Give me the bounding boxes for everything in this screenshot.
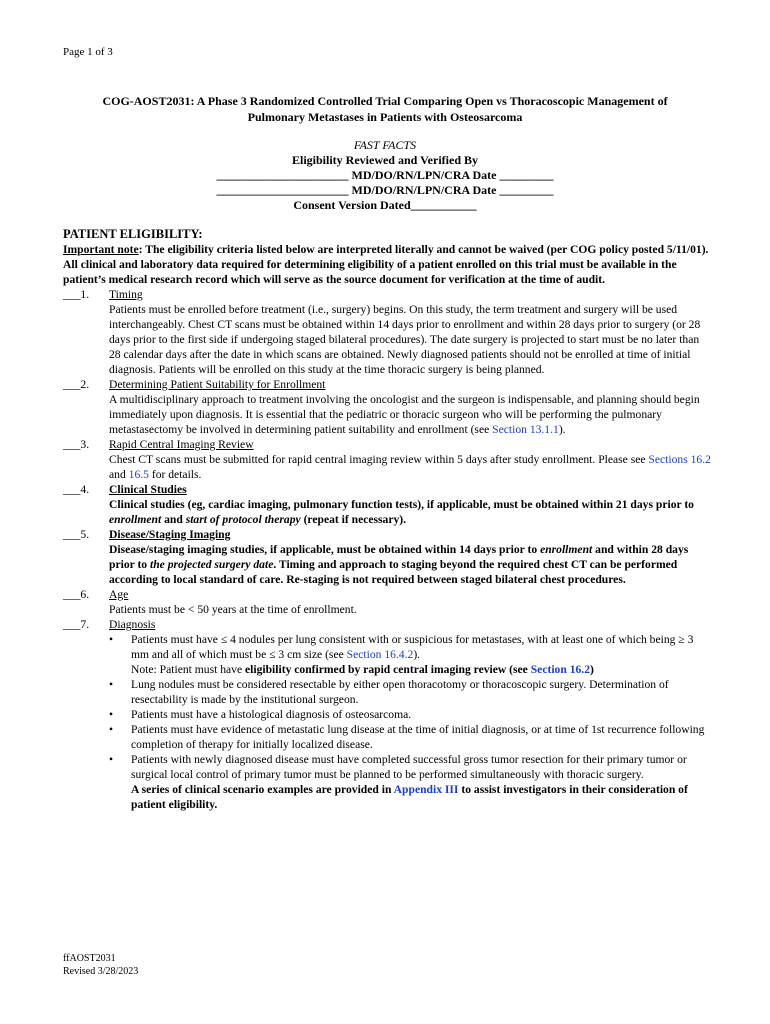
- criterion-text-part: for details.: [148, 468, 202, 481]
- important-note-label: Important note: [63, 243, 139, 256]
- section-link[interactable]: Section 16.4.2: [346, 648, 414, 661]
- fast-facts-heading: FAST FACTS: [353, 138, 417, 152]
- bullet-icon: •: [109, 708, 114, 721]
- section-link[interactable]: 16.5: [128, 468, 149, 481]
- criterion-checkbox-4[interactable]: ___4.: [63, 483, 90, 496]
- title-line-1: COG-AOST2031: A Phase 3 Randomized Controlled Trial Comparing Open vs Thoracoscopic Management of: [102, 94, 668, 108]
- criterion-text: [109, 497, 711, 527]
- criterion-text-part: and: [109, 468, 129, 481]
- criterion-title: Clinical Studies: [109, 483, 187, 496]
- section-link[interactable]: Section 13.1.1: [492, 423, 559, 436]
- criterion-text: [109, 452, 711, 482]
- criterion-text-part: (repeat if necessary).: [300, 513, 407, 526]
- list-item: [109, 722, 711, 752]
- patient-eligibility-heading: PATIENT ELIGIBILITY:: [63, 227, 203, 241]
- important-note: [63, 242, 711, 287]
- criterion-2: [63, 377, 711, 437]
- criterion-title: Timing: [109, 288, 143, 301]
- section-link[interactable]: Section 16.2: [530, 663, 590, 676]
- list-item-text: Patients must have evidence of metastatic lung disease at the time of initial diagnosis, or at time of 1st recurrence following completion of therapy for initially localized disease.: [131, 723, 705, 751]
- eligibility-reviewed: Eligibility Reviewed and Verified By: [291, 153, 478, 167]
- criterion-checkbox-1[interactable]: ___1.: [63, 288, 90, 301]
- criterion-6: [63, 587, 711, 617]
- section-link[interactable]: Sections 16.2: [648, 453, 711, 466]
- bullet-icon: •: [109, 633, 114, 646]
- appendix-note-text: A series of clinical scenario examples are provided in: [131, 783, 394, 796]
- criterion-checkbox-6[interactable]: ___6.: [63, 588, 90, 601]
- criterion-title: Determining Patient Suitability for Enrollment: [109, 378, 326, 391]
- criterion-title: Rapid Central Imaging Review: [109, 438, 254, 451]
- footer: [63, 952, 138, 978]
- note-bold-text: eligibility confirmed by rapid central imaging review (see: [245, 663, 531, 676]
- criterion-text-part: A multidisciplinary approach to treatment involving the oncologist and the surgeon is indispensable, and planning should begin immediately upon diagnosis. It is essential that the pediatric or thoracic surgeon who will be performing the pulmonary metastasectomy be involved in determining patient suitability and enrollment (see: [109, 393, 700, 436]
- list-item-text: Patients with newly diagnosed disease must have completed successful gross tumor resection for their primary tumor or surgical local control of primary tumor must be planned to be performed simultaneously with thoracic surgery.: [131, 753, 687, 781]
- consent-version: Consent Version Dated___________: [293, 198, 477, 212]
- diagnosis-list: [109, 632, 711, 662]
- appendix-note: [109, 782, 711, 812]
- important-note-text: : The eligibility criteria listed below are interpreted literally and cannot be waived (per COG policy posted 5/11/01). All clinical and laboratory data required for determining eligibility of a patient enrolled on this trial must be available in the patient’s medical research record which will serve as the source document for verification at the time of audit.: [63, 243, 709, 286]
- list-item: [109, 707, 711, 722]
- criterion-text: Patients must be enrolled before treatment (i.e., surgery) begins. On this study, the term treatment and surgery will be used interchangeably. Chest CT scans must be obtained within 14 days prior to enrollment and within 28 days prior to surgery (or 28 days prior to the first side if undergoing staged bilateral procedures). The date surgery is projected to start must be no later than 28 calendar days after the date in which scans are obtained. Newly diagnosed patients should not be enrolled at time of initial diagnosis. Patients will be enrolled on this study at the time thoracic surgery is being planned.: [109, 303, 701, 376]
- criterion-5: [63, 527, 711, 587]
- criterion-title: Diagnosis: [109, 618, 156, 631]
- appendix-note-text: to assist investigators in their consideration of patient eligibility.: [131, 783, 688, 811]
- list-item-text: Patients must have a histological diagnosis of osteosarcoma.: [131, 708, 412, 721]
- bullet-icon: •: [109, 678, 114, 691]
- list-item: [109, 632, 711, 662]
- eligibility-section: [63, 227, 711, 812]
- list-item: [109, 752, 711, 782]
- diagnosis-list-continued: [109, 677, 711, 782]
- list-item: [109, 677, 711, 707]
- criterion-7: [63, 617, 711, 812]
- appendix-link[interactable]: Appendix III: [393, 783, 459, 796]
- bullet-icon: •: [109, 723, 114, 736]
- criterion-text-part: Chest CT scans must be submitted for rapid central imaging review within 5 days after study enrollment. Please see: [109, 453, 649, 466]
- footer-doc-id: ffAOST2031: [63, 953, 116, 964]
- title-line-2: Pulmonary Metastases in Patients with Osteosarcoma: [247, 109, 523, 124]
- criterion-text-part: and: [161, 513, 186, 526]
- criterion-title: Age: [109, 588, 129, 601]
- criterion-checkbox-3[interactable]: ___3.: [63, 438, 90, 451]
- list-item-text: ).: [413, 648, 421, 661]
- verification-block: [63, 138, 707, 213]
- criterion-text: [109, 542, 711, 587]
- list-item-text: Patients must have ≤ 4 nodules per lung consistent with or suspicious for metastases, with at least one of which being ≥ 3 mm and all of which must be ≤ 3 cm size (see: [131, 633, 694, 661]
- criterion-text-part: ).: [558, 423, 566, 436]
- document-title: [63, 94, 707, 125]
- criterion-text-emphasis: enrollment: [109, 513, 162, 526]
- page-number: Page 1 of 3: [63, 46, 113, 58]
- criterion-text-emphasis: the projected surgery date: [150, 558, 274, 571]
- criterion-text: [109, 392, 711, 437]
- criterion-checkbox-5[interactable]: ___5.: [63, 528, 90, 541]
- criterion-text-part: . Timing and approach to staging beyond the required chest CT can be performed according to local standard of care. Re-staging is not required between staged bilateral chest procedures.: [109, 558, 678, 586]
- criterion-4: [63, 482, 711, 527]
- note-bold-text: ): [590, 663, 594, 676]
- criterion-title: Disease/Staging Imaging: [109, 528, 231, 541]
- signature-line-2: ______________________ MD/DO/RN/LPN/CRA Date _________: [216, 183, 554, 197]
- criterion-3: [63, 437, 711, 482]
- note-text: Note: Patient must have: [131, 663, 245, 676]
- criterion-text: Patients must be < 50 years at the time of enrollment.: [109, 603, 357, 616]
- criterion-text-emphasis: enrollment: [540, 543, 593, 556]
- criterion-text-emphasis: start of protocol therapy: [185, 513, 301, 526]
- signature-line-1: ______________________ MD/DO/RN/LPN/CRA Date _________: [216, 168, 554, 182]
- criterion-text-part: Disease/staging imaging studies, if applicable, must be obtained within 14 days prior to: [109, 543, 541, 556]
- footer-revised-date: Revised 3/28/2023: [63, 966, 139, 977]
- criterion-checkbox-2[interactable]: ___2.: [63, 378, 90, 391]
- criterion-text-part: and within 28 days prior to: [109, 543, 689, 571]
- criterion-checkbox-7[interactable]: ___7.: [63, 618, 90, 631]
- list-item-text: Lung nodules must be considered resectable by either open thoracotomy or thoracoscopic surgery. Determination of resectability is made by the institutional surgeon.: [131, 678, 669, 706]
- criterion-1: [63, 287, 711, 377]
- criterion-text-part: Clinical studies (eg, cardiac imaging, pulmonary function tests), if applicable, must be obtained within 21 days prior to: [109, 498, 694, 511]
- bullet-icon: •: [109, 753, 114, 766]
- diagnosis-note: [109, 662, 711, 677]
